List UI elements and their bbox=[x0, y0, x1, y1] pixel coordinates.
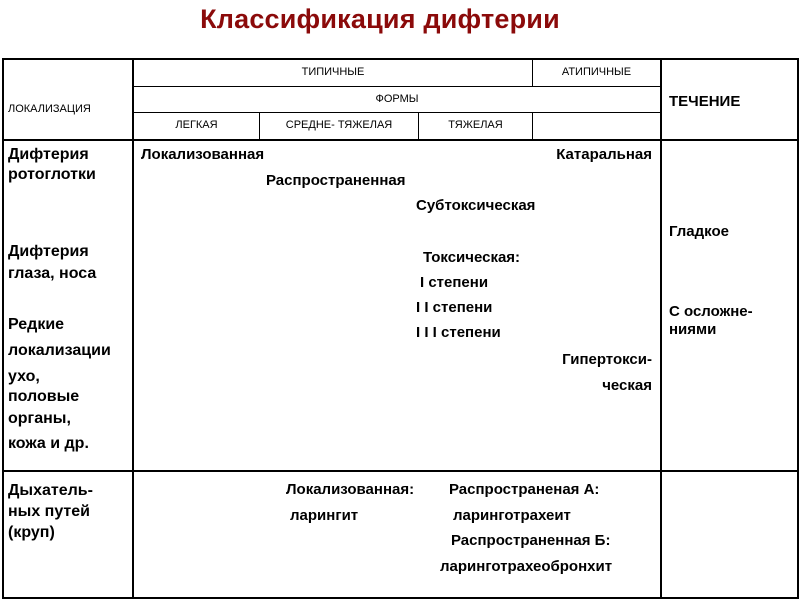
header-forms: ФОРМЫ bbox=[375, 93, 419, 105]
form-toxic: Токсическая: bbox=[423, 249, 521, 266]
table-border-forms-bottom bbox=[134, 112, 661, 113]
croup-spread-a: Распространеная А: bbox=[449, 481, 600, 498]
table-border-left bbox=[2, 58, 4, 599]
table-border-right bbox=[797, 58, 799, 599]
table-border-col1 bbox=[132, 58, 134, 599]
row2-loc-line3: (круп) bbox=[8, 524, 55, 541]
row1-loc-line6: локализации bbox=[8, 342, 111, 359]
header-mild: ЛЕГКАЯ bbox=[175, 119, 218, 131]
form-toxic-degree-2: I I степени bbox=[416, 299, 493, 316]
form-subtoxic: Субтоксическая bbox=[416, 197, 536, 214]
table-border-row1-bottom bbox=[2, 470, 799, 472]
header-atypical: АТИПИЧНЫЕ bbox=[561, 66, 632, 78]
header-typical: ТИПИЧНЫЕ bbox=[301, 66, 365, 78]
row1-loc-line8: половые bbox=[8, 388, 80, 405]
form-widespread: Распространенная bbox=[266, 172, 406, 189]
form-localized: Локализованная bbox=[141, 146, 265, 163]
header-localization: ЛОКАЛИЗАЦИЯ bbox=[8, 103, 91, 115]
table-border-severe bbox=[532, 112, 533, 140]
course-smooth: Гладкое bbox=[669, 223, 729, 240]
header-severe: ТЯЖЕЛАЯ bbox=[448, 119, 503, 131]
table-border-bottom bbox=[2, 597, 799, 599]
croup-laryngitis: ларингит bbox=[290, 507, 359, 524]
course-complications-line2: ниями bbox=[669, 321, 717, 338]
row1-loc-line4: глаза, носа bbox=[8, 265, 97, 282]
form-catarrhal: Катаральная bbox=[556, 146, 652, 163]
table-border-col-course bbox=[660, 58, 662, 599]
form-hypertoxic-line2: ческая bbox=[602, 377, 652, 394]
table-border-top bbox=[2, 58, 799, 60]
row1-loc-line3: Дифтерия bbox=[8, 243, 89, 260]
croup-localized: Локализованная: bbox=[286, 481, 415, 498]
header-moderate: СРЕДНЕ- ТЯЖЕЛАЯ bbox=[285, 119, 393, 131]
form-toxic-degree-3: I I I степени bbox=[416, 324, 501, 341]
row2-loc-line1: Дыхатель- bbox=[8, 482, 93, 499]
table-border-typical-bottom bbox=[134, 86, 661, 87]
croup-spread-b: Распространенная Б: bbox=[451, 532, 611, 549]
row1-loc-line7: ухо, bbox=[8, 368, 40, 385]
form-hypertoxic-line1: Гипертокси- bbox=[562, 351, 652, 368]
page-title: Классификация дифтерии bbox=[200, 4, 560, 34]
header-course: ТЕЧЕНИЕ bbox=[669, 93, 741, 110]
course-complications-line1: С осложне- bbox=[669, 303, 753, 320]
row1-loc-line1: Дифтерия bbox=[8, 146, 89, 163]
form-toxic-degree-1: I степени bbox=[420, 274, 489, 291]
row1-loc-line9: органы, bbox=[8, 410, 71, 427]
croup-laryngotracheobronchitis: ларинготрахеобронхит bbox=[440, 558, 613, 575]
row2-loc-line2: ных путей bbox=[8, 503, 90, 520]
croup-laryngotracheitis: ларинготрахеит bbox=[453, 507, 571, 524]
table-border-header-bottom bbox=[2, 139, 799, 141]
row1-loc-line2: ротоглотки bbox=[8, 166, 96, 183]
row1-loc-line10: кожа и др. bbox=[8, 435, 89, 452]
row1-loc-line5: Редкие bbox=[8, 316, 65, 333]
